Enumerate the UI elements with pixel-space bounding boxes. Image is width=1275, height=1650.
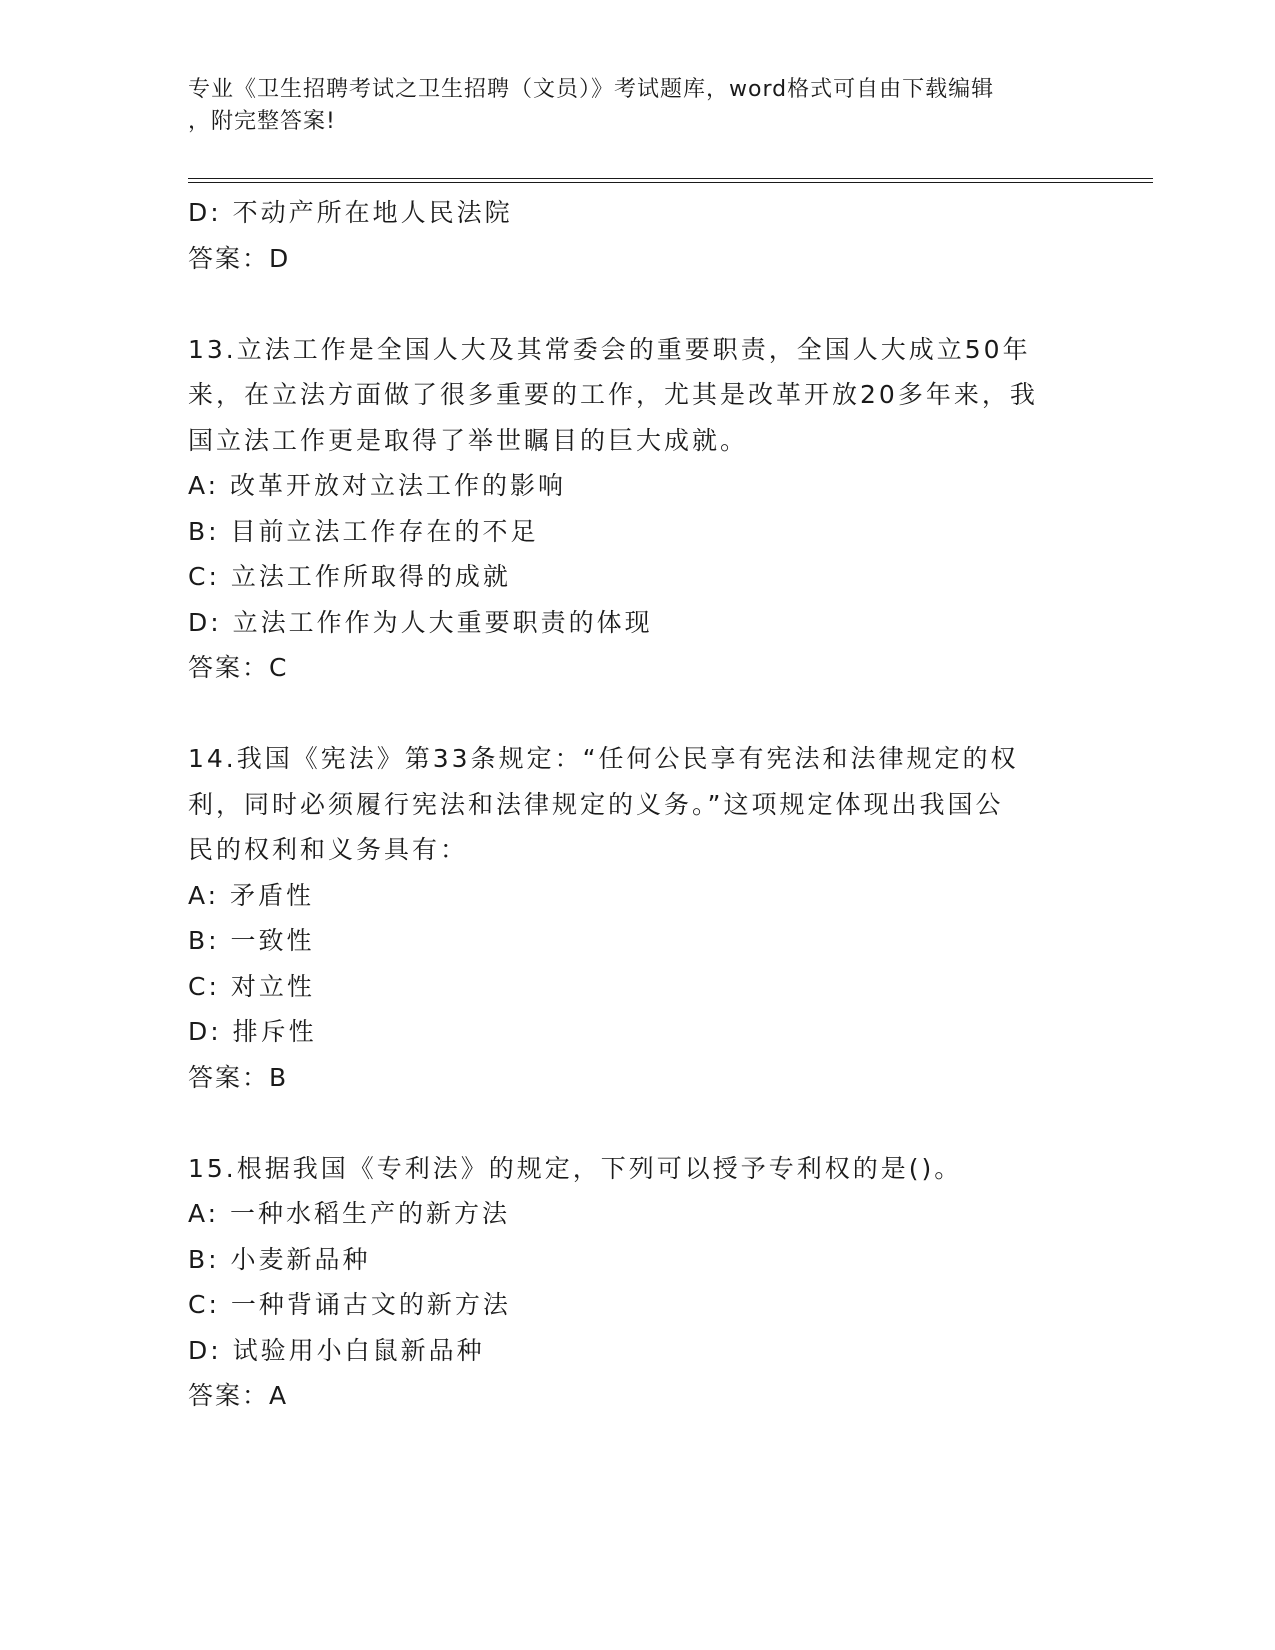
question-stem-line: 14.我国《宪法》第33条规定：“任何公民享有宪法和法律规定的权 [188,744,1019,773]
answer: 答案：A [188,1381,289,1410]
spacer [188,1100,1088,1146]
option-d: D: 试验用小白鼠新品种 [188,1335,485,1365]
option-d: D: 立法工作作为人大重要职责的体现 [188,607,653,637]
option-a: A: 矛盾性 [188,880,315,910]
header-rule-bottom [188,182,1153,183]
question-15 [188,1146,1088,1419]
spacer [188,281,1088,327]
header-line-1: 专业《卫生招聘考试之卫生招聘（文员）》考试题库，word格式可自由下载编辑 [188,77,995,102]
question-stem-line: 来，在立法方面做了很多重要的工作，尤其是改革开放20多年来，我 [188,380,1038,409]
option-a: A: 改革开放对立法工作的影响 [188,471,567,500]
question-list [188,190,1088,1419]
answer: 答案：D [188,243,291,273]
question-stem-line: 利，同时必须履行宪法和法律规定的义务。”这项规定体现出我国公 [188,789,1004,819]
question-stem-line: 13.立法工作是全国人大及其常委会的重要职责，全国人大成立50年 [188,334,1031,364]
header-line-2: ，附完整答案! [188,109,336,134]
header-rule-top [188,178,1153,179]
option-b: B: 一致性 [188,926,315,955]
option-d: D: 排斥性 [188,1017,317,1046]
question-14 [188,736,1088,1100]
option-c: C: 一种背诵古文的新方法 [188,1290,511,1319]
previous-question-tail [188,190,1088,281]
question-stem-line: 民的权利和义务具有： [188,835,469,864]
option-c: C: 立法工作所取得的成就 [188,562,511,591]
option-d: D: 不动产所在地人民法院 [188,198,513,227]
option-b: B: 小麦新品种 [188,1244,371,1274]
question-stem-line: 国立法工作更是取得了举世瞩目的巨大成就。 [188,425,749,455]
answer: 答案：C [188,653,289,682]
question-13 [188,327,1088,691]
spacer [188,691,1088,737]
question-stem-line: 15.根据我国《专利法》的规定，下列可以授予专利权的是()。 [188,1153,963,1183]
answer: 答案：B [188,1062,289,1092]
option-a: A: 一种水稻生产的新方法 [188,1199,511,1228]
option-c: C: 对立性 [188,971,315,1001]
option-b: B: 目前立法工作存在的不足 [188,516,539,546]
document-header [188,74,1068,138]
